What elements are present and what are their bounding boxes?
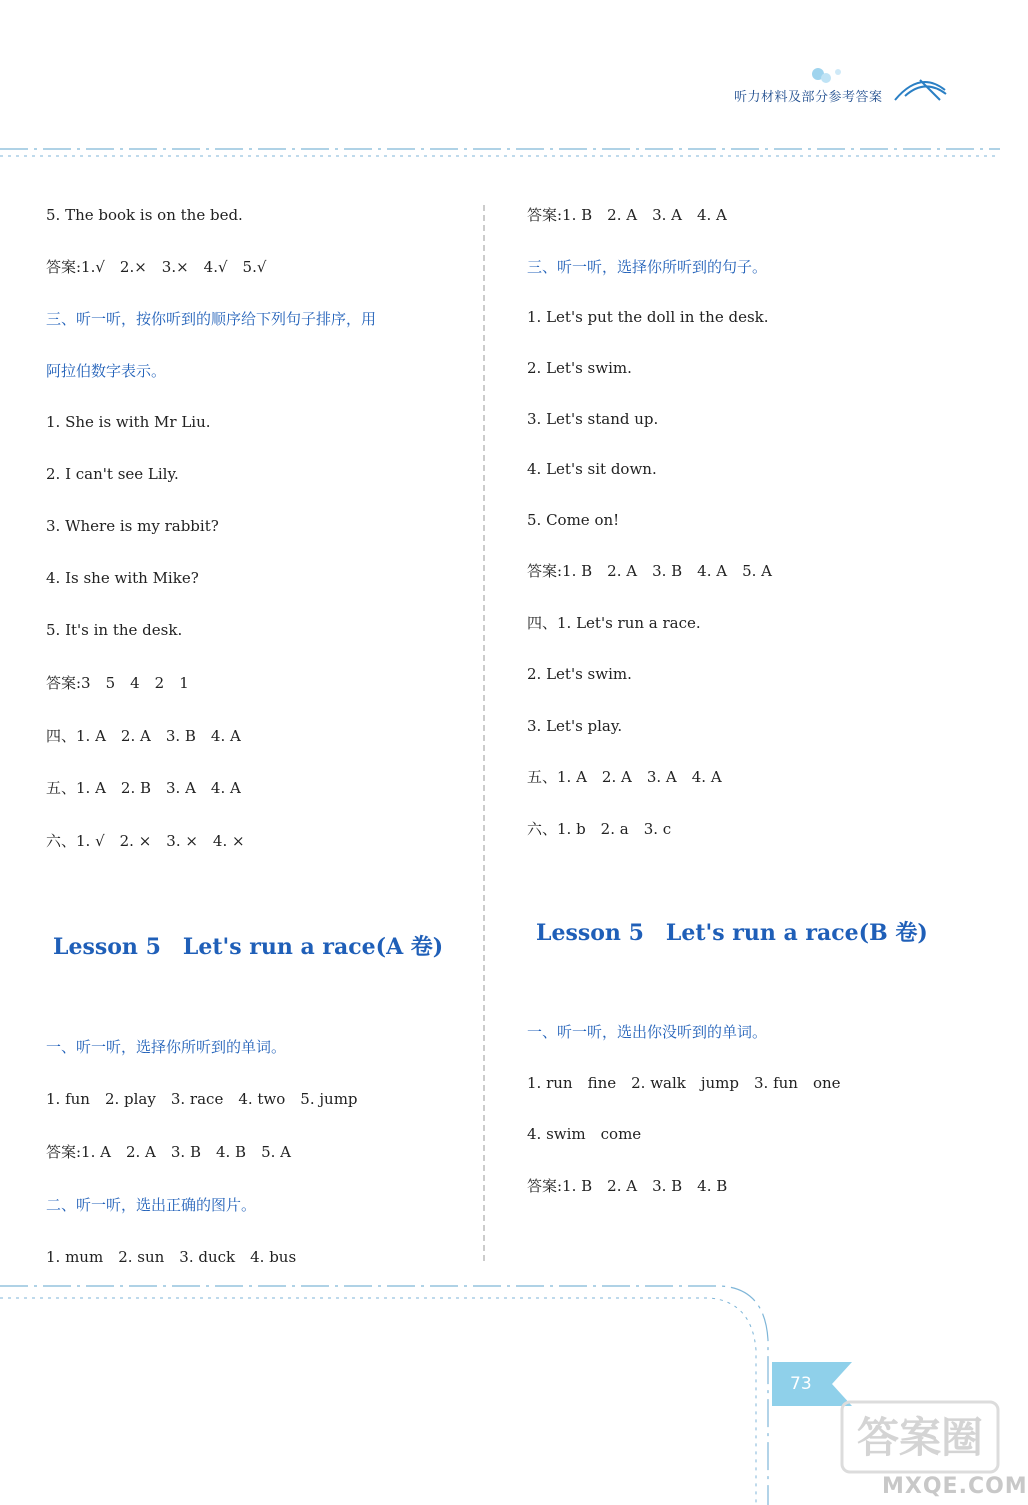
- text-line: 1. Let's put the doll in the desk.: [527, 308, 769, 326]
- text-line: 1. fun 2. play 3. race 4. two 5. jump: [46, 1090, 358, 1108]
- answer-line: 答案:1. B 2. A 3. A 4. A: [527, 206, 727, 224]
- answer-line: 答案:1. B 2. A 3. B 4. A 5. A: [527, 562, 772, 580]
- text-line: 4. swim come: [527, 1125, 642, 1143]
- lesson-title: Lesson 5 Let's run a race(A 卷): [53, 934, 444, 960]
- top-dashed-rule: [0, 146, 1000, 160]
- section-heading: 三、听一听，选择你所听到的句子。: [527, 258, 768, 276]
- header-title: 听力材料及部分参考答案: [734, 90, 883, 105]
- answer-line: 答案:1. A 2. A 3. B 4. B 5. A: [46, 1143, 291, 1161]
- answer-line: 六、1. √ 2. × 3. × 4. ×: [46, 832, 245, 850]
- section-heading: 一、听一听，选出你没听到的单词。: [527, 1023, 768, 1041]
- section-heading: 三、听一听，按你听到的顺序给下列句子排序，用: [46, 310, 377, 328]
- text-line: 5. It's in the desk.: [46, 621, 183, 639]
- text-line: 3. Let's play.: [527, 717, 623, 735]
- lesson-title: Lesson 5 Let's run a race(B 卷): [536, 920, 928, 946]
- watermark-site: MXQE.COM: [882, 1474, 1028, 1499]
- text-line: 1. mum 2. sun 3. duck 4. bus: [46, 1248, 297, 1266]
- text-line: 3. Let's stand up.: [527, 410, 659, 428]
- text-line: 2. Let's swim.: [527, 359, 632, 377]
- answer-line: 答案:1. B 2. A 3. B 4. B: [527, 1177, 728, 1195]
- text-line: 2. I can't see Lily.: [46, 465, 179, 483]
- answer-line: 六、1. b 2. a 3. c: [527, 820, 672, 838]
- section-heading: 二、听一听，选出正确的图片。: [46, 1196, 257, 1214]
- text-line: 4. Is she with Mike?: [46, 569, 199, 587]
- section-heading: 阿拉伯数字表示。: [46, 362, 167, 380]
- page-number: 73: [790, 1374, 812, 1394]
- section-heading: 一、听一听，选择你所听到的单词。: [46, 1038, 287, 1056]
- column-divider: [483, 205, 485, 1265]
- text-line: 4. Let's sit down.: [527, 460, 657, 478]
- svg-text:答案圈: 答案圈: [856, 1413, 984, 1462]
- answer-line: 四、1. A 2. A 3. B 4. A: [46, 727, 241, 745]
- text-line: 1. She is with Mr Liu.: [46, 413, 211, 431]
- text-line: 2. Let's swim.: [527, 665, 632, 683]
- answer-line: 五、1. A 2. A 3. A 4. A: [527, 768, 722, 786]
- answer-line: 五、1. A 2. B 3. A 4. A: [46, 779, 241, 797]
- answer-line: 答案:3 5 4 2 1: [46, 674, 189, 692]
- answer-line: 答案:1.√ 2.× 3.× 4.√ 5.√: [46, 258, 267, 276]
- answer-line: 四、1. Let's run a race.: [527, 614, 701, 632]
- text-line: 5. Come on!: [527, 511, 620, 529]
- text-line: 3. Where is my rabbit?: [46, 517, 219, 535]
- text-line: 1. run fine 2. walk jump 3. fun one: [527, 1074, 841, 1092]
- text-line: 5. The book is on the bed.: [46, 206, 243, 224]
